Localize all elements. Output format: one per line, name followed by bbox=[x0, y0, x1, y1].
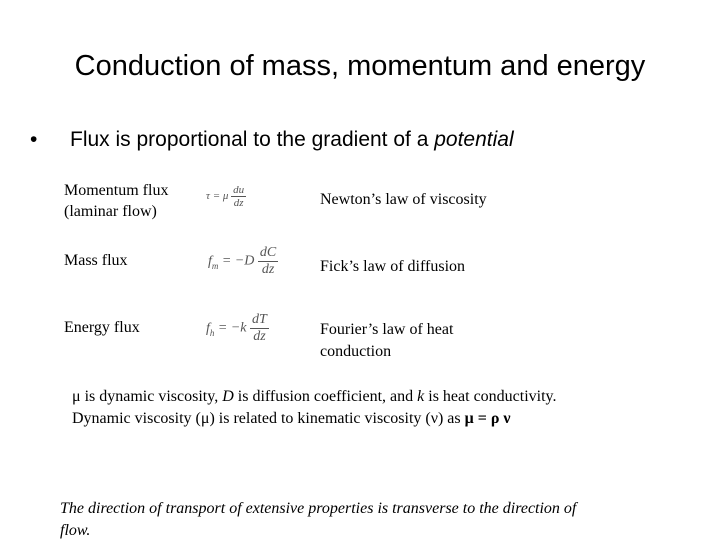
fourier-equation bbox=[206, 312, 269, 345]
fourier-law-label bbox=[320, 319, 453, 363]
eq-lhs: τ bbox=[206, 190, 210, 203]
eq-coefficient: −D bbox=[234, 253, 255, 269]
fourier-law-label-line2: conduction bbox=[320, 343, 392, 360]
momentum-flux-label-line2: (laminar flow) bbox=[64, 203, 157, 220]
momentum-flux-label-line1: Momentum flux bbox=[64, 182, 169, 199]
bullet-text: Flux is proportional to the gradient of a bbox=[70, 128, 435, 151]
eq-coefficient: −k bbox=[230, 320, 247, 336]
fourier-law-label-line1: Fourier’s law of heat bbox=[320, 321, 454, 338]
eq-sign: = bbox=[217, 320, 228, 336]
mass-flux-label: Mass flux bbox=[64, 252, 128, 269]
eq-denominator: dz bbox=[261, 262, 275, 277]
eq-numerator: dC bbox=[259, 245, 277, 260]
eq-sign: = bbox=[212, 190, 221, 203]
fick-law-label: Fick’s law of diffusion bbox=[320, 258, 466, 275]
newton-law-label: Newton’s law of viscosity bbox=[320, 191, 487, 208]
momentum-flux-label bbox=[64, 180, 168, 222]
bullet-emphasis: potential bbox=[434, 128, 514, 151]
eq-denominator: dz bbox=[253, 329, 266, 344]
eq-fraction bbox=[250, 312, 269, 345]
eq-numerator: du bbox=[233, 184, 245, 196]
bullet-marker: • bbox=[30, 128, 38, 151]
energy-flux-label: Energy flux bbox=[64, 319, 140, 336]
viscosity-relation-line: Dynamic viscosity (μ) is related to kinematic viscosity (ν) as μ = ρ ν bbox=[72, 410, 511, 427]
slide-title: Conduction of mass, momentum and energy bbox=[74, 50, 646, 82]
eq-lhs: $f_h$ bbox=[206, 320, 215, 338]
eq-fraction bbox=[258, 245, 278, 278]
eq-lhs: $f_m$ bbox=[208, 253, 219, 271]
bullet-point bbox=[30, 128, 514, 152]
viscosity-relation-formula: μ = ρ ν bbox=[464, 410, 511, 427]
eq-sign: = bbox=[221, 253, 232, 269]
footer-note: The direction of transport of extensive properties is transverse to the direction of flow. bbox=[60, 500, 577, 539]
newton-equation bbox=[206, 184, 246, 209]
eq-numerator: dT bbox=[252, 312, 267, 327]
eq-fraction bbox=[231, 184, 246, 209]
definitions-note bbox=[72, 386, 557, 430]
fick-equation bbox=[208, 245, 278, 278]
eq-coefficient: μ bbox=[222, 190, 229, 203]
eq-denominator: dz bbox=[233, 197, 244, 209]
definitions-line: μ is dynamic viscosity, D is diffusion coefficient, and k is heat conductivity. bbox=[72, 388, 557, 405]
